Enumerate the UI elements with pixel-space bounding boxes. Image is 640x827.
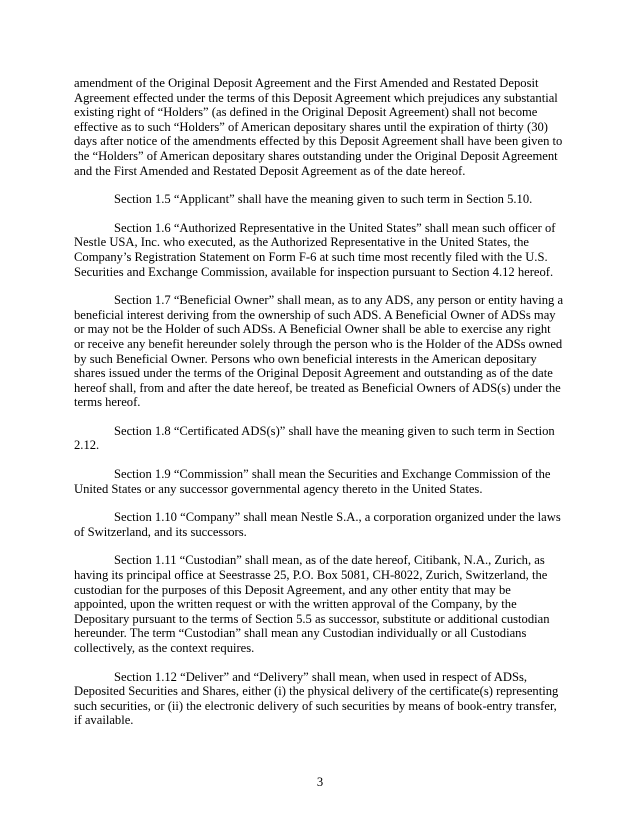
continuation-paragraph: amendment of the Original Deposit Agreement and the First Amended and Restated Deposit Agreement effected under the terms of this Deposit Agreement which prejudices any substantial existing right of “Holders” (as defined in the Original Deposit Agreement) shall not become effective as to such “Holders” of American depositary shares until the expiration of thirty (30) days after notice of the amendments effected by this Deposit Agreement shall have been given to the “Holders” of American depositary shares outstanding under the Original Deposit Agreement and the First Amended and Restated Deposit Agreement as of the date hereof. [74, 76, 563, 178]
section-1-11-paragraph: Section 1.11 “Custodian” shall mean, as of the date hereof, Citibank, N.A., Zurich, as having its principal office at Seestrasse 25, P.O. Box 5081, CH-8022, Zurich, Switzerland, the custodian for the purposes of this Deposit Agreement, and any other entity that may be appointed, upon the written request or with the written approval of the Company, by the Depositary pursuant to the terms of Section 5.5 as successor, substitute or additional custodian hereunder. The term “Custodian” shall mean any Custodian individually or all Custodians collectively, as the context requires. [74, 553, 550, 655]
document-page [74, 76, 564, 742]
section-1-7-paragraph: Section 1.7 “Beneficial Owner” shall mean, as to any ADS, any person or entity having a beneficial interest deriving from the ownership of such ADS. A Beneficial Owner of ADSs may or may not be the Holder of such ADSs. A Beneficial Owner shall be able to exercise any right or receive any benefit hereunder solely through the person who is the Holder of the ADSs owned by such Beneficial Owner. Persons who own beneficial interests in the American depositary shares issued under the terms of the Original Deposit Agreement and outstanding as of the date hereof shall, from and after the date hereof, be treated as Beneficial Owners of ADS(s) under the terms hereof. [74, 293, 564, 410]
section-1-5-paragraph: Section 1.5 “Applicant” shall have the meaning given to such term in Section 5.10. [114, 192, 533, 207]
section-1-8-paragraph: Section 1.8 “Certificated ADS(s)” shall have the meaning given to such term in Section 2.12. [74, 423, 555, 453]
page-number: 3 [316, 775, 324, 789]
section-1-12-paragraph: Section 1.12 “Deliver” and “Delivery” shall mean, when used in respect of ADSs, Deposited Securities and Shares, either (i) the physical delivery of the certificate(s) representing such securities, or (ii) the electronic delivery of such securities by means of book-entry transfer, if available. [74, 669, 559, 728]
section-1-6-paragraph: Section 1.6 “Authorized Representative in the United States” shall mean such officer of Nestle USA, Inc. who executed, as the Authorized Representative in the United States, the Company’s Registration Statement on Form F-6 at such time most recently filed with the U.S. Securities and Exchange Commission, available for inspection pursuant to Section 4.12 hereof. [74, 220, 556, 279]
section-1-9-paragraph: Section 1.9 “Commission” shall mean the Securities and Exchange Commission of the United States or any successor governmental agency thereto in the United States. [74, 467, 551, 496]
section-1-10-paragraph: Section 1.10 “Company” shall mean Nestle S.A., a corporation organized under the laws of Switzerland, and its successors. [74, 510, 561, 539]
